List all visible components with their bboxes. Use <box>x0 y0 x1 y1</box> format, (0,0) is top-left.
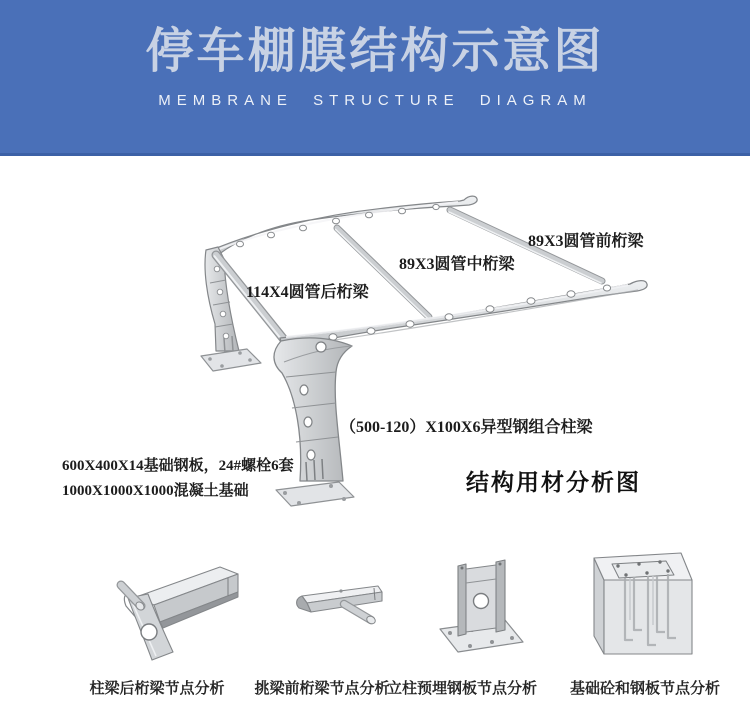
front-beam-joint-drawing <box>297 586 382 625</box>
label-column: （500-120）X100X6异型钢组合柱梁 <box>340 419 593 436</box>
rear-column <box>201 247 261 371</box>
label-foundation: 1000X1000X1000混凝土基础 <box>62 483 249 499</box>
column-base-plate-drawing <box>440 560 523 652</box>
beam-tube-stub <box>344 604 377 625</box>
label-base-plate: 600X400X14基础钢板，24#螺栓6套 <box>62 458 294 474</box>
foundation-block-drawing <box>594 553 692 654</box>
label-rear-truss: 114X4圆管后桁梁 <box>246 284 369 301</box>
detail-caption-foundation: 基础砼和钢板节点分析 <box>569 681 721 697</box>
label-middle-truss: 89X3圆管中桁梁 <box>399 256 515 273</box>
analysis-section-title: 结构用材分析图 <box>466 470 641 495</box>
label-front-truss: 89X3圆管前桁梁 <box>528 233 644 250</box>
detail-caption-front-joint: 挑梁前桁梁节点分析 <box>254 681 390 697</box>
corner-joint-drawing <box>121 567 238 660</box>
rear-arc-beam <box>207 196 477 259</box>
detail-caption-column-plate: 立柱预埋钢板节点分析 <box>386 681 538 697</box>
diagram-area <box>0 156 750 724</box>
page-title: 停车棚膜结构示意图 <box>145 25 605 78</box>
detail-caption-rear-joint: 柱梁后桁梁节点分析 <box>89 681 225 697</box>
page-subtitle: MEMBRANE STRUCTURE DIAGRAM <box>158 92 592 109</box>
page-header <box>0 0 750 156</box>
